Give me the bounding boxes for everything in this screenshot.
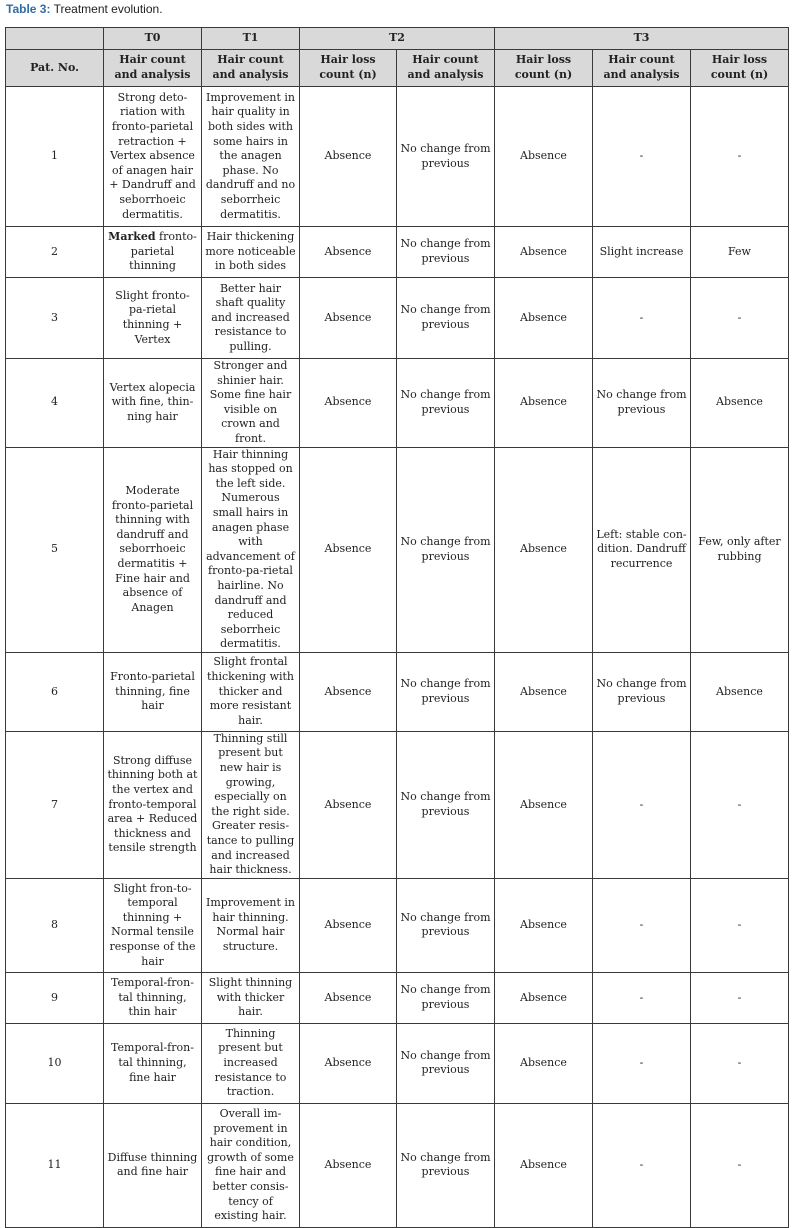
- cell-t2-count: No change from previous: [397, 1103, 495, 1227]
- cell-t1: Improvement in hair quality in both sides with some hairs in the anagen phase. No dandruff and no seborrheic dermatitis.: [202, 87, 300, 227]
- cell-t3-loss: Absence: [691, 652, 789, 731]
- cell-t1: Thinning present but increased resistance to traction.: [202, 1023, 300, 1103]
- cell-t3-count: -: [593, 1103, 691, 1227]
- cell-t2-loss: Absence: [495, 1103, 593, 1227]
- cell-t2-count: No change from previous: [397, 87, 495, 227]
- cell-t3-loss: Few: [691, 227, 789, 278]
- header-pat-no: Pat. No.: [6, 50, 104, 87]
- table-row: [6, 1023, 789, 1103]
- table-row: [6, 447, 789, 652]
- header-t2-loss: Hair loss count (n): [300, 50, 397, 87]
- cell-pat-no: 1: [6, 87, 104, 227]
- cell-t2-loss: Absence: [495, 1023, 593, 1103]
- cell-t1-loss: Absence: [300, 87, 397, 227]
- header-t2: T2: [300, 28, 495, 50]
- header-t3-loss: Hair loss count (n): [495, 50, 593, 87]
- cell-t3-loss: -: [691, 731, 789, 878]
- cell-t3-count: -: [593, 1023, 691, 1103]
- cell-t1: Overall im-provement in hair condition, growth of some fine hair and better consis-tency of existing hair.: [202, 1103, 300, 1227]
- cell-pat-no: 3: [6, 278, 104, 359]
- caption-text: Treatment evolution.: [50, 2, 163, 16]
- cell-t0: [104, 227, 202, 278]
- cell-t0: Temporal-fron-tal thinning, fine hair: [104, 1023, 202, 1103]
- cell-t1-loss: Absence: [300, 359, 397, 448]
- cell-t1-loss: Absence: [300, 972, 397, 1023]
- header-empty: [6, 28, 104, 50]
- cell-t0: Fronto-parietal thinning, fine hair: [104, 652, 202, 731]
- cell-t2-count: No change from previous: [397, 1023, 495, 1103]
- cell-t0: Vertex alopecia with fine, thin-ning hair: [104, 359, 202, 448]
- cell-t2-count: No change from previous: [397, 447, 495, 652]
- header-t0-count: Hair count and analysis: [104, 50, 202, 87]
- cell-t0: Strong deto-riation with fronto-parietal retraction + Vertex absence of anagen hair + Dandruff and seborrhoeic dermatitis.: [104, 87, 202, 227]
- cell-t3-count: No change from previous: [593, 359, 691, 448]
- cell-t0: Moderate fronto-parietal thinning with dandruff and seborrhoeic dermatitis + Fine hair and absence of Anagen: [104, 447, 202, 652]
- cell-t3-loss: Absence: [691, 359, 789, 448]
- cell-t2-count: No change from previous: [397, 652, 495, 731]
- header-row-timepoints: [6, 28, 789, 50]
- cell-t0: Diffuse thinning and fine hair: [104, 1103, 202, 1227]
- cell-pat-no: 10: [6, 1023, 104, 1103]
- table-row: [6, 359, 789, 448]
- cell-pat-no: 11: [6, 1103, 104, 1227]
- cell-t3-count: -: [593, 878, 691, 972]
- cell-t1-loss: Absence: [300, 1023, 397, 1103]
- cell-t3-loss: -: [691, 278, 789, 359]
- cell-t1-loss: Absence: [300, 227, 397, 278]
- cell-t0: Slight fronto-pa-rietal thinning + Vertex: [104, 278, 202, 359]
- cell-t1: Hair thinning has stopped on the left side. Numerous small hairs in anagen phase with advancement of fronto-pa-rietal hairline. No dandruff and reduced seborrheic dermatitis.: [202, 447, 300, 652]
- cell-t3-count: No change from previous: [593, 652, 691, 731]
- table-row: [6, 878, 789, 972]
- cell-t2-count: No change from previous: [397, 731, 495, 878]
- table-row: [6, 1103, 789, 1227]
- cell-t3-count: -: [593, 731, 691, 878]
- header-t3-count: Hair count and analysis: [593, 50, 691, 87]
- cell-t2-count: No change from previous: [397, 278, 495, 359]
- cell-t1: Thinning still present but new hair is growing, especially on the right side. Greater resis-tance to pulling and increased hair thickness.: [202, 731, 300, 878]
- cell-pat-no: 7: [6, 731, 104, 878]
- cell-t1: Hair thickening more noticeable in both sides: [202, 227, 300, 278]
- cell-t3-count: Left: stable con-dition. Dandruff recurrence: [593, 447, 691, 652]
- cell-t1: Better hair shaft quality and increased resistance to pulling.: [202, 278, 300, 359]
- header-t2-count: Hair count and analysis: [397, 50, 495, 87]
- cell-t2-count: No change from previous: [397, 359, 495, 448]
- cell-t2-loss: Absence: [495, 87, 593, 227]
- treatment-table: [5, 27, 789, 1228]
- cell-t2-loss: Absence: [495, 227, 593, 278]
- cell-t3-count: -: [593, 278, 691, 359]
- cell-t1-loss: Absence: [300, 652, 397, 731]
- table-row: [6, 87, 789, 227]
- cell-t2-loss: Absence: [495, 359, 593, 448]
- cell-t1-loss: Absence: [300, 878, 397, 972]
- cell-pat-no: 9: [6, 972, 104, 1023]
- cell-t1-loss: Absence: [300, 278, 397, 359]
- cell-pat-no: 5: [6, 447, 104, 652]
- cell-t1: Slight thinning with thicker hair.: [202, 972, 300, 1023]
- cell-t0: Strong diffuse thinning both at the vertex and fronto-temporal area + Reduced thickness and tensile strength: [104, 731, 202, 878]
- cell-t3-loss: -: [691, 87, 789, 227]
- cell-t0-text: fronto-parietal thinning: [129, 230, 197, 273]
- caption-label: Table 3:: [6, 2, 51, 16]
- table-row: [6, 278, 789, 359]
- cell-t1-loss: Absence: [300, 731, 397, 878]
- cell-t3-count: -: [593, 87, 691, 227]
- cell-t1: Slight frontal thickening with thicker and more resistant hair.: [202, 652, 300, 731]
- cell-t2-loss: Absence: [495, 731, 593, 878]
- header-row-columns: [6, 50, 789, 87]
- cell-t2-loss: Absence: [495, 652, 593, 731]
- cell-t1-loss: Absence: [300, 1103, 397, 1227]
- cell-t0-bold: Marked: [108, 230, 156, 244]
- table-caption: [6, 0, 163, 18]
- cell-t3-count: -: [593, 972, 691, 1023]
- cell-t2-loss: Absence: [495, 878, 593, 972]
- cell-pat-no: 4: [6, 359, 104, 448]
- cell-t3-count: Slight increase: [593, 227, 691, 278]
- header-t3: T3: [495, 28, 789, 50]
- cell-pat-no: 2: [6, 227, 104, 278]
- cell-pat-no: 8: [6, 878, 104, 972]
- header-t1: T1: [202, 28, 300, 50]
- cell-t3-loss: -: [691, 878, 789, 972]
- cell-t0: Slight fron-to-temporal thinning + Normal tensile response of the hair: [104, 878, 202, 972]
- cell-t2-count: No change from previous: [397, 878, 495, 972]
- cell-t2-count: No change from previous: [397, 227, 495, 278]
- cell-t2-loss: Absence: [495, 278, 593, 359]
- cell-t2-count: No change from previous: [397, 972, 495, 1023]
- cell-t3-loss: -: [691, 972, 789, 1023]
- table-row: [6, 227, 789, 278]
- table-row: [6, 731, 789, 878]
- header-t0: T0: [104, 28, 202, 50]
- header-t1-count: Hair count and analysis: [202, 50, 300, 87]
- cell-t3-loss: -: [691, 1023, 789, 1103]
- cell-t1: Improvement in hair thinning. Normal hair structure.: [202, 878, 300, 972]
- cell-t3-loss: Few, only after rubbing: [691, 447, 789, 652]
- cell-pat-no: 6: [6, 652, 104, 731]
- cell-t1-loss: Absence: [300, 447, 397, 652]
- table-row: [6, 652, 789, 731]
- cell-t0: Temporal-fron-tal thinning, thin hair: [104, 972, 202, 1023]
- cell-t3-loss: -: [691, 1103, 789, 1227]
- cell-t2-loss: Absence: [495, 447, 593, 652]
- cell-t2-loss: Absence: [495, 972, 593, 1023]
- cell-t1: Stronger and shinier hair. Some fine hair visible on crown and front.: [202, 359, 300, 448]
- header-t3-loss-2: Hair loss count (n): [691, 50, 789, 87]
- table-row: [6, 972, 789, 1023]
